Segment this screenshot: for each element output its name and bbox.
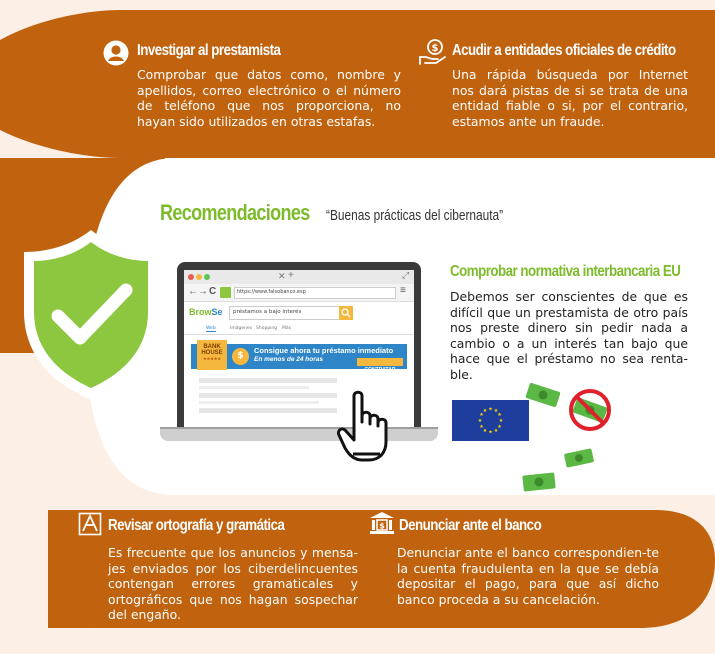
tab-more[interactable]: Más [282,326,291,331]
minimize-dot-icon[interactable] [196,274,202,280]
menu-icon[interactable]: ≡ [400,285,406,296]
recommendations-title: Recomendaciones [160,200,310,225]
ad-contract-label: CONTRATAR [364,367,396,373]
back-icon[interactable]: ← [188,286,198,297]
hand-money-icon [418,38,448,68]
expand-icon[interactable]: ⤢ [402,270,410,280]
svg-text:★: ★ [493,428,499,434]
logo-part-a: Brow [189,307,212,317]
no-money-icon [566,386,614,434]
svg-text:★: ★ [482,408,488,414]
logo-part-b: Se [211,307,223,317]
investigar-body: Comprobar que datos como, nombre y apellidos, correo electrónico o el número de teléfono que nos proporciona, no hayan sido utilizados en otras estafas. [137,67,401,129]
tab-shopping[interactable]: Shopping [256,326,278,331]
url-text: https://www.falsobanco.esp [237,289,306,295]
comprobar-body: Debemos ser conscientes de que es difícil que un prestamista de otro país nos preste dinero sin pedir nada a cambio o a un interés tan bajo que hace que el préstamo no sea renta-ble. [450,289,688,382]
laptop-base [160,427,438,441]
reload-icon[interactable]: C [209,286,217,297]
shield-check-icon [16,224,166,404]
recommendations-heading [160,200,342,226]
denunciar-body: Denunciar ante el banco correspondien-te la cuenta fraudulenta en la que se debía depositar el pago, para que así dicho banco proceda a su cancelación. [397,545,659,607]
search-text: préstamos a bajo interés [233,309,302,315]
text-font-icon [78,512,102,536]
svg-text:★: ★ [488,406,493,413]
ad-contract-button[interactable] [357,358,403,373]
maximize-dot-icon[interactable] [204,274,210,280]
search-logo [189,307,223,317]
ad-banner[interactable] [191,344,407,373]
lock-icon [220,287,231,298]
search-button[interactable] [339,306,353,320]
svg-text:★: ★ [498,418,504,424]
browser-toolbar [184,284,414,302]
tab-images[interactable]: Imágenes [230,326,253,331]
close-dot-icon[interactable] [188,274,194,280]
bank-icon [369,511,395,535]
comprobar-title: Comprobar normativa interbancaria EU [450,263,681,280]
recommendations-subtitle: “Buenas prácticas del cibernauta” [326,208,504,224]
ad-stars: ★★★★★ [203,356,221,361]
eu-flag-icon [452,400,529,441]
ad-brand-box [197,340,227,370]
money-bill-icon [524,382,562,408]
acudir-title: Acudir a entidades oficiales de crédito [452,42,676,59]
new-tab-icon[interactable]: + [288,270,294,281]
money-bill-2-icon [563,448,595,468]
svg-text:★: ★ [493,408,499,414]
forward-icon[interactable]: → [198,286,208,297]
svg-text:★: ★ [479,412,484,418]
user-icon [103,40,129,66]
laptop [160,262,438,442]
svg-text:★: ★ [488,429,493,436]
svg-text:$: $ [379,521,385,531]
result-lines [199,378,337,413]
url-bar[interactable] [234,287,396,299]
tab-close-icon[interactable]: ✕ [278,271,286,281]
coin-icon: $ [232,348,249,365]
tab-web[interactable]: Web [206,326,216,331]
browser-titlebar [184,270,414,284]
ad-headline: Consigue ahora tu préstamo inmediato [254,346,394,355]
svg-text:★: ★ [497,424,502,430]
ad-sub: En menos de 24 horas [254,356,323,363]
investigar-title: Investigar al prestamista [137,42,281,59]
search-input[interactable] [229,306,341,320]
svg-text:★: ★ [497,412,502,418]
ad-brand-line2: HOUSE [201,350,223,356]
hand-pointer-icon [336,388,392,464]
svg-text:$: $ [431,43,439,54]
svg-text:★: ★ [477,418,483,424]
revisar-body: Es frecuente que los anuncios y mensa-jes enviados por los ciberdelincuentes contengan errores gramaticales y ortográficos que nos hagan sospechar del engaño. [108,545,358,622]
svg-text:★: ★ [479,424,484,430]
acudir-body: Una rápida búsqueda por Internet nos dará pistas de si se trata de una entidad fiable o si, por el contrario, estamos ante un fraude. [452,67,688,129]
search-icon [339,306,353,320]
search-tabs [184,326,414,335]
denunciar-title: Denunciar ante el banco [399,517,542,534]
money-bill-3-icon [520,470,558,494]
ad-brand-line1: BANK [203,344,221,350]
revisar-title: Revisar ortografía y gramática [108,517,285,534]
svg-text:★: ★ [482,428,488,434]
